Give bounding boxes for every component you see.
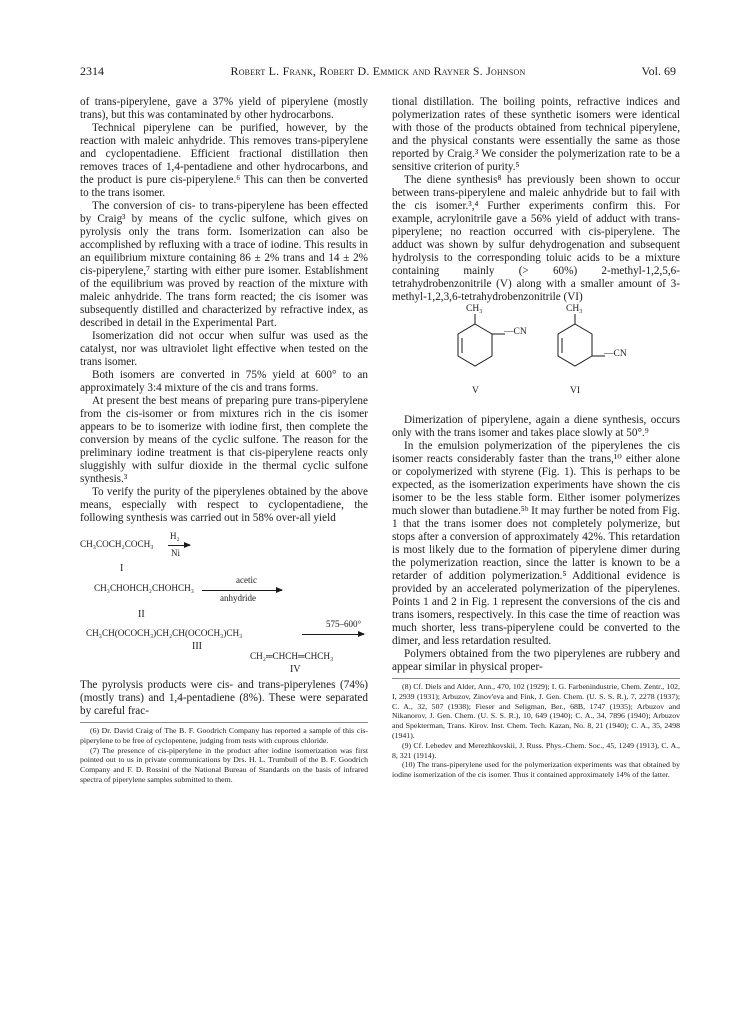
arrow-catalyst: Ni <box>171 548 180 558</box>
substituent-label: —CN <box>504 327 527 337</box>
paragraph: Technical piperylene can be purified, however, by the reaction with maleic anhydride. This removes trans-piperylene and cyclopentadiene. Efficient fractional distillation then removes traces of 1,4-pentadiene and other hydrocarbons, and the product is pure cis-piperylene.⁶ This can then be converted to the trans isomer. <box>80 122 368 199</box>
footnote-6: (6) Dr. David Craig of The B. F. Goodrich Company has reported a sample of this cis-piperylene to be free of cyclopentene, judging from tests with cuprous chloride. <box>80 726 368 745</box>
running-title-authors: Robert L. Frank, Robert D. Emmick and Rayner S. Johnson <box>230 64 526 78</box>
running-header <box>80 64 676 80</box>
footnote-10: (10) The trans-piperylene used for the polymerization experiments was that obtained by iodine isomerization of the cis isomer. Thus it contained approximately 14% of the latter. <box>392 760 680 780</box>
paragraph: of trans-piperylene, gave a 37% yield of piperylene (mostly trans), but this was contaminated by other hydrocarbons. <box>80 96 368 121</box>
reaction-arrow <box>168 545 190 546</box>
paragraph: In the emulsion polymerization of the piperylenes the cis isomer reacts considerably faster than the trans,¹⁰ either alone or copolymerized with styrene (Fig. 1). This is perhaps to be expected, as the isomerization experiments have shown the cis isomer to be the less stable form. Either isomer polymerizes much slower than butadiene.⁵ᵇ It may further be noted from Fig. 1 that the trans isomer does not completely polymerize, but stops after a conversion of approximately 42%. This retardation is most likely due to the formation of piperylene dimer during the polymerization reaction, since the latter is known to be a retarder of addition polymerization.⁵ Additional evidence is provided by an accelerated polymerization of the piperylenes. Points 1 and 2 in Fig. 1 represent the conversions of the cis and trans isomers, respectively. In this case the time of reaction was much shorter, less trans-piperylene could be converted to the dimer, and less retardation resulted. <box>392 440 680 647</box>
compound-label-III: III <box>192 641 202 652</box>
compound-label-IV: IV <box>290 664 301 675</box>
compound-label-II: II <box>138 609 145 620</box>
paragraph: At present the best means of preparing pure trans-piperylene from the cis-isomer or from mixtures rich in the cis isomer appears to be to isomerize with iodine first, then complete the conversion by means of the cyclic sulfone. The reason for the preliminary iodine treatment is that cis-piperylene reacts only sluggishly with sulfur dioxide in the thermal cyclic sulfone synthesis.³ <box>80 395 368 485</box>
compound-label-VI: VI <box>570 386 581 396</box>
compound-label-I: I <box>120 563 124 574</box>
paragraph: The diene synthesis⁸ has previously been shown to occur between trans-piperylene and maleic anhydride but to fail with the cis isomer.³,⁴ Further experiments confirm this. For example, acrylonitrile gave a 56% yield of adduct with trans-piperylene; no reaction occurred with cis-piperylene. The adduct was shown by sulfur dehydrogenation and subsequent hydrolysis to the corresponding toluic acids to be a mixture containing mainly (> 60%) 2-methyl-1,2,5,6-tetrahydrobenzonitrile (V) along with a smaller amount of 3-methyl-1,2,3,6-tetrahydrobenzonitrile (VI) <box>392 174 680 303</box>
footnote-8: (8) Cf. Diels and Alder, Ann., 470, 102 (1929); I. G. Farbenindustrie, Chem. Zentr., 102, I, 2939 (1931); Arbuzov, Zinov'eva and Fink, J. Gen. Chem. (U. S. S. R.), 7, 2278 (1937); C. A., 32, 507 (1938); Fieser and Seligman, Ber., 68B, 1747 (1935); Arbuzov and Nikanorov, J. Gen. Chem. (U. S. S. R.), 10, 649 (1940); C. A., 34, 7896 (1940); Arbuzov and Spekterman, Trans. Kirov. Inst. Chem. Tech. Kazan, No. 8, 21 (1940); C. A., 35, 2498 (1941). <box>392 682 680 740</box>
left-column <box>80 96 368 785</box>
paragraph: The conversion of cis- to trans-piperylene has been effected by Craig³ by means of the cyclic sulfone, which gives on pyrolysis only the trans form. Isomerization can also be accomplished by refluxing with a trace of iodine. This results in an equilibrium mixture containing 86 ± 2% trans and 14 ± 2% cis-piperylene,⁷ starting with either pure isomer. Establishment of the equilibrium was proved by reaction of the mixture with maleic anhydride. The trans form reacted; the cis isomer was subsequently distilled and characterized by refractive index, as described in detail in the Experimental Part. <box>80 200 368 329</box>
paragraph: Both isomers are converted in 75% yield at 600° to an approximately 3:4 mixture of the cis and trans forms. <box>80 369 368 394</box>
substituent-label: CH₃ <box>466 304 483 314</box>
arrow-reagent: acetic <box>236 575 257 585</box>
arrow-reagent-2: anhydride <box>220 593 256 603</box>
structures-V-VI <box>392 304 680 414</box>
footnote-divider <box>392 678 680 679</box>
formula-II: CH₃CHOHCH₂CHOHCH₃ <box>94 583 194 593</box>
arrow-condition: 575–600° <box>326 619 362 629</box>
footnote-7: (7) The presence of cis-piperylene in the product after iodine isomerization was first pointed out to us in private communications by Drs. H. L. Trumbull of the B. F. Goodrich Company and F. D. Rossini of the National Bureau of Standards on the basis of infrared spectra of piperylene samples submitted to them. <box>80 745 368 784</box>
paragraph: To verify the purity of the piperylenes obtained by the above means, especially with respect to cyclopentadiene, the following synthesis was carried out in 58% over-all yield <box>80 486 368 524</box>
arrow-reagent: H₂ <box>170 531 180 541</box>
footnote-9: (9) Cf. Lebedev and Merezhkovskii, J. Russ. Phys.-Chem. Soc., 45, 1249 (1913), C. A., 8, 321 (1914). <box>392 740 680 760</box>
paragraph: tional distillation. The boiling points, refractive indices and polymerization rates of these synthetic isomers were identical with those of the products obtained from technical piperylene, and the physical constants were essentially the same as those reported by Craig.³ We consider the polymerization rate to be a sensitive criterion of purity.⁵ <box>392 96 680 173</box>
paragraph: Isomerization did not occur when sulfur was used as the catalyst, nor was ultraviolet light effective when tested on the trans isomer. <box>80 330 368 368</box>
formula-IV: CH₂═CHCH═CHCH₃ <box>250 651 334 661</box>
volume-label: Vol. 69 <box>641 64 676 78</box>
compound-label-V: V <box>472 386 479 396</box>
cyclohexene-ring-icon <box>450 314 540 384</box>
substituent-label: —CN <box>604 349 627 359</box>
formula-III: CH₃CH(OCOCH₃)CH₂CH(OCOCH₃)CH₃ <box>86 628 243 638</box>
paragraph: The pyrolysis products were cis- and trans-piperylenes (74%) (mostly trans) and 1,4-pentadiene (8%). These were separated by careful frac- <box>80 679 368 717</box>
footnote-divider <box>80 722 368 723</box>
page-number: 2314 <box>80 64 104 78</box>
formula-I: CH₃COCH₂COCH₃ <box>80 539 154 549</box>
right-column <box>392 96 680 780</box>
substituent-label: CH₃ <box>566 304 583 314</box>
paragraph: Dimerization of piperylene, again a diene synthesis, occurs only with the trans isomer and takes place slowly at 50°.⁹ <box>392 414 680 439</box>
paragraph: Polymers obtained from the two piperylenes are rubbery and appear similar in physical proper- <box>392 648 680 673</box>
reaction-arrow <box>202 590 282 591</box>
reaction-arrow <box>302 634 364 635</box>
synthesis-scheme <box>80 531 368 679</box>
